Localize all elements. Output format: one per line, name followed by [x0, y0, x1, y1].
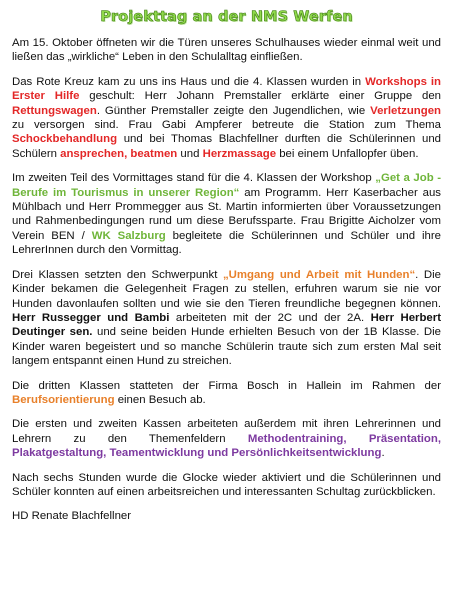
text: . Günther Premstaller zeigte den Jugendlichen, wie: [96, 104, 371, 117]
highlight-schockbehandlung: Schockbehandlung: [12, 133, 118, 146]
text: Nach sechs Stunden wurde die Glocke wieder aktiviert und die Schülerinnen und Schüler konnten auf einen arbeitsreichen und interessanten Schultag zurückblicken.: [12, 471, 441, 498]
paragraph-bosch: [12, 379, 441, 408]
signature: HD Renate Blachfellner: [12, 510, 132, 523]
paragraph-closing: [12, 471, 441, 500]
text: Das Rote Kreuz kam zu uns ins Haus und die 4. Klassen wurden in: [12, 75, 366, 88]
text: bei einem Unfallopfer üben.: [276, 147, 419, 160]
text: Im zweiten Teil des Vormittages stand für die 4. Klassen der Workshop: [12, 172, 376, 185]
text: Die ersten und zweiten Kassen arbeiteten außerdem mit ihren Lehrerinnen und Lehrern zu den Themenfeldern: [12, 418, 441, 445]
text: .: [381, 447, 385, 460]
bold-russegger: Herr Russegger und Bambi: [12, 311, 170, 324]
paragraph-first-aid: [12, 75, 441, 161]
paragraph-hunde: [12, 268, 441, 369]
highlight-herzmassage: Herzmassage: [202, 147, 277, 160]
text: zu versorgen sind. Frau Gabi Ampferer betreute die Station zum Thema: [12, 119, 441, 132]
text: einen Besuch ab.: [114, 393, 206, 406]
text: und seine beiden Hunde erhielten Besuch von der 1B Klasse. Die Kinder waren begeistert und so manche Schülerin traute sich zum ersten Mal seit langem entspannt einen Hund zu streichen.: [12, 326, 441, 368]
text: geschult: Herr Johann Premstaller erklärte einer Gruppe den: [79, 90, 441, 103]
highlight-get-a-job: „Get a Job - Berufe im Tourismus in unserer Region“: [12, 172, 441, 199]
text: Die dritten Klassen statteten der Firma Bosch in Hallein im Rahmen der: [12, 379, 441, 392]
page-title: Projekttag an der NMS Werfen: [100, 9, 353, 25]
paragraph-intro: [12, 36, 441, 65]
text: Drei Klassen setzten den Schwerpunkt: [12, 268, 223, 281]
highlight-workshops: Workshops in Erster Hilfe: [12, 75, 441, 103]
highlight-themenfelder: Methodentraining, Präsentation, Plakatgestaltung, Teamentwicklung und Persönlichkeitsentwicklung: [12, 432, 441, 460]
highlight-ansprechen: ansprechen, beatmen: [60, 147, 178, 160]
text: begleitete die Schülerinnen und Schüler und ihre LehrerInnen durch den Vormittag.: [12, 229, 441, 257]
bold-deutinger: Herr Herbert Deutinger sen.: [12, 311, 441, 339]
text: Am 15. Oktober öffneten wir die Türen unseres Schulhauses wieder einmal weit und ließen das „wirkliche“ Leben in den Schulalltag einfließen.: [12, 37, 441, 64]
text: und bei Thomas Blachfellner durften die Schülerinnen und Schülern: [12, 133, 441, 160]
text: arbeiteten mit der 2C und der 2A.: [169, 311, 371, 324]
paragraph-themenfelder: [12, 417, 441, 460]
highlight-berufsorientierung: Berufsorientierung: [12, 393, 115, 406]
text: . Die Kinder bekamen die Gelegenheit Fragen zu stellen, erfuhren warum sie nie vor Hunden davonlaufen sollten und wie sie den Tieren freundliche begegnen können.: [12, 268, 442, 310]
text: am Programm. Herr Kaserbacher aus Mühlbach und Herr Prommegger aus St. Martin informierten über Voraussetzungen und Rahmenbedingungen rund um diese Berufssparte. Frau Brigitte Aicholzer vom Verein BEN /: [12, 186, 442, 242]
highlight-hunde: „Umgang und Arbeit mit Hunden“: [222, 268, 416, 281]
highlight-verletzungen: Verletzungen: [370, 104, 441, 117]
paragraph-get-a-job: [12, 171, 441, 257]
text: und: [177, 147, 203, 160]
highlight-rettungswagen: Rettungswagen: [12, 104, 97, 117]
highlight-wk-salzburg: WK Salzburg: [91, 229, 166, 242]
